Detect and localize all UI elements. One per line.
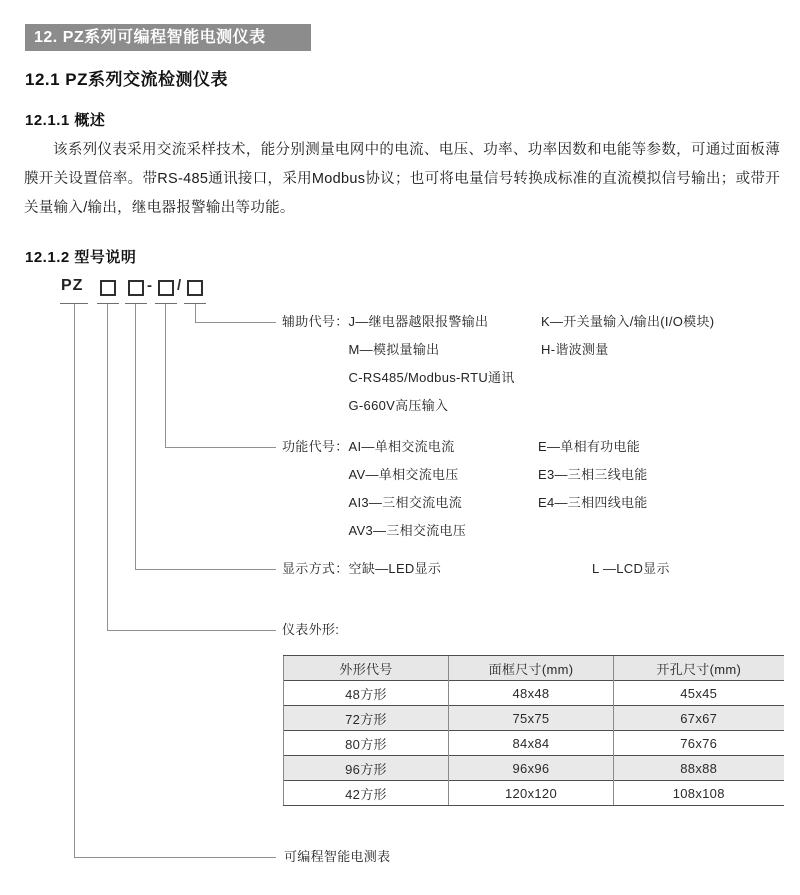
aux-item: M—模拟量输出 bbox=[348, 342, 440, 357]
table-cell: 120x120 bbox=[449, 781, 614, 806]
display-mode-right: L —LCD显示 bbox=[592, 561, 670, 576]
branch-display bbox=[135, 569, 276, 570]
function-code-items-left bbox=[349, 433, 467, 545]
shape-label: 仪表外形: bbox=[282, 622, 340, 637]
model-heading: 12.1.2 型号说明 bbox=[25, 249, 137, 266]
branch-function bbox=[165, 447, 276, 448]
aux-item: G-660V高压输入 bbox=[348, 398, 449, 413]
model-box-display bbox=[128, 280, 144, 296]
function-item: AV—单相交流电压 bbox=[348, 467, 459, 482]
function-item: AI3—三相交流电流 bbox=[348, 495, 463, 510]
table-cell: 42方形 bbox=[284, 781, 449, 806]
table-row bbox=[284, 681, 784, 706]
table-cell: 48方形 bbox=[284, 681, 449, 706]
table-cell: 48x48 bbox=[449, 681, 614, 706]
overview-heading: 12.1.1 概述 bbox=[25, 112, 106, 129]
table-cell: 96x96 bbox=[449, 756, 614, 781]
function-item: AI—单相交流电流 bbox=[348, 439, 455, 454]
aux-code-items-right bbox=[541, 308, 714, 364]
function-code-items-right bbox=[538, 433, 648, 517]
base-label: 可编程智能电测表 bbox=[284, 849, 391, 864]
aux-item: J—继电器越限报警输出 bbox=[348, 314, 489, 329]
underline-box1 bbox=[97, 303, 119, 304]
table-row bbox=[284, 706, 784, 731]
table-row bbox=[284, 731, 784, 756]
branch-shape bbox=[107, 630, 276, 631]
model-slash: / bbox=[177, 277, 182, 294]
table-header-cell: 开孔尺寸(mm) bbox=[614, 656, 784, 681]
table-cell: 45x45 bbox=[614, 681, 784, 706]
aux-item: H-谐波测量 bbox=[541, 342, 609, 357]
table-header-row bbox=[284, 656, 784, 681]
display-mode-left: 空缺—LED显示 bbox=[348, 561, 442, 576]
model-prefix: PZ bbox=[61, 277, 84, 294]
model-dash: - bbox=[147, 277, 152, 294]
stem-shape bbox=[107, 304, 108, 630]
stem-function bbox=[165, 304, 166, 447]
stem-display bbox=[135, 304, 136, 569]
model-box-aux bbox=[187, 280, 203, 296]
overview-paragraph: 该系列仪表采用交流采样技术，能分别测量电网中的电流、电压、功率、功率因数和电能等参数，可通过面板薄膜开关设置倍率。带RS-485通讯接口，采用Modbus协议；也可将电量信号转换成标准的直流模拟信号输出；或带开关量输入/输出，继电器报警输出等功能。 bbox=[24, 142, 780, 216]
table-cell: 96方形 bbox=[284, 756, 449, 781]
table-cell: 108x108 bbox=[614, 781, 784, 806]
function-item: AV3—三相交流电压 bbox=[348, 523, 467, 538]
chapter-title-bar bbox=[25, 24, 311, 51]
aux-item: K—开关量输入/输出(I/O模块) bbox=[541, 314, 715, 329]
branch-base bbox=[74, 857, 276, 858]
model-box-function bbox=[158, 280, 174, 296]
function-item: E3—三相三线电能 bbox=[538, 467, 648, 482]
table-cell: 88x88 bbox=[614, 756, 784, 781]
aux-code-group bbox=[282, 308, 515, 420]
display-mode-label: 显示方式： bbox=[282, 561, 349, 576]
stem-prefix bbox=[74, 304, 75, 857]
table-cell: 84x84 bbox=[449, 731, 614, 756]
underline-box3 bbox=[155, 303, 177, 304]
function-item: E4—三相四线电能 bbox=[538, 495, 648, 510]
aux-code-label: 辅助代号： bbox=[282, 314, 349, 329]
aux-item: C-RS485/Modbus-RTU通讯 bbox=[348, 370, 515, 385]
table-row bbox=[284, 781, 784, 806]
table-cell: 80方形 bbox=[284, 731, 449, 756]
table-cell: 72方形 bbox=[284, 706, 449, 731]
table-cell: 76x76 bbox=[614, 731, 784, 756]
table-header-cell: 面框尺寸(mm) bbox=[449, 656, 614, 681]
table-header-cell: 外形代号 bbox=[284, 656, 449, 681]
aux-code-items-left bbox=[349, 308, 515, 420]
branch-aux bbox=[195, 322, 276, 323]
table-cell: 67x67 bbox=[614, 706, 784, 731]
function-item: E—单相有功电能 bbox=[538, 439, 641, 454]
section-title: 12.1 PZ系列交流检测仪表 bbox=[25, 70, 229, 89]
underline-box2 bbox=[125, 303, 147, 304]
table-cell: 75x75 bbox=[449, 706, 614, 731]
table-row bbox=[284, 756, 784, 781]
dimension-table bbox=[283, 655, 784, 806]
display-mode-row bbox=[282, 555, 441, 583]
function-code-label: 功能代号： bbox=[282, 439, 349, 454]
chapter-title: 12. PZ系列可编程智能电测仪表 bbox=[34, 29, 266, 46]
stem-aux bbox=[195, 304, 196, 322]
model-box-shape bbox=[100, 280, 116, 296]
function-code-group bbox=[282, 433, 466, 545]
